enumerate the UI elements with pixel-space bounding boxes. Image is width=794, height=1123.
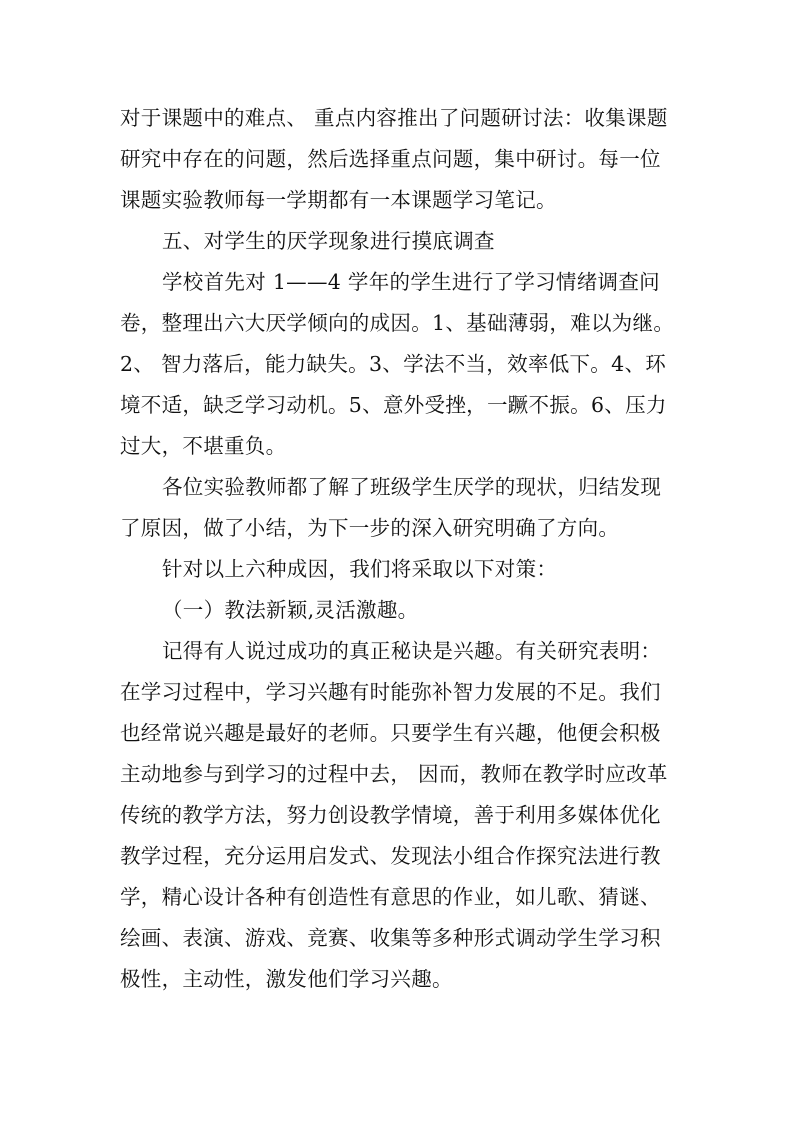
paragraph-line: 传统的教学方法，努力创设教学情境，善于利用多媒体优化 — [120, 803, 661, 827]
paragraph-line: 对于课题中的难点、 重点内容推出了问题研讨法：收集课题 — [120, 106, 668, 130]
section-heading: 五、对学生的厌学现象进行摸底调查 — [162, 229, 495, 253]
paragraph-line: 主动地参与到学习的过程中去， 因而，教师在教学时应改革 — [120, 762, 668, 786]
paragraph-line: 教学过程，充分运用启发式、发现法小组合作探究法进行教 — [120, 844, 661, 868]
paragraph-line: 极性，主动性，激发他们学习兴趣。 — [120, 967, 453, 991]
paragraph-line: 学，精心设计各种有创造性有意思的作业，如儿歌、猜谜、 — [120, 885, 661, 909]
paragraph-line: 在学习过程中，学习兴趣有时能弥补智力发展的不足。我们 — [120, 680, 661, 704]
subsection-heading: （一）教法新颖,灵活激趣。 — [162, 598, 419, 622]
paragraph-line: 了原因，做了小结，为下一步的深入研究明确了方向。 — [120, 516, 620, 540]
paragraph-line: 记得有人说过成功的真正秘诀是兴趣。有关研究表明： — [162, 639, 662, 663]
paragraph-line: 研究中存在的问题，然后选择重点问题，集中研讨。每一位 — [120, 147, 661, 171]
paragraph-line: 各位实验教师都了解了班级学生厌学的现状，归结发现 — [162, 475, 662, 499]
paragraph-line: 学校首先对 1——4 学年的学生进行了学习情绪调查问 — [162, 270, 660, 294]
paragraph-line: 境不适，缺乏学习动机。5、意外受挫，一蹶不振。6、压力 — [120, 393, 667, 417]
paragraph-line: 卷，整理出六大厌学倾向的成因。1、基础薄弱，难以为继。 — [120, 311, 675, 335]
paragraph-line: 针对以上六种成因，我们将采取以下对策： — [162, 557, 558, 581]
paragraph-line: 绘画、表演、游戏、竞赛、收集等多种形式调动学生学习积 — [120, 926, 661, 950]
paragraph-line: 过大，不堪重负。 — [120, 434, 287, 458]
paragraph-line: 也经常说兴趣是最好的老师。只要学生有兴趣，他便会积极 — [120, 721, 661, 745]
paragraph-line: 课题实验教师每一学期都有一本课题学习笔记。 — [120, 188, 557, 212]
paragraph-line: 2、 智力落后，能力缺失。3、学法不当，效率低下。4、环 — [120, 352, 667, 376]
